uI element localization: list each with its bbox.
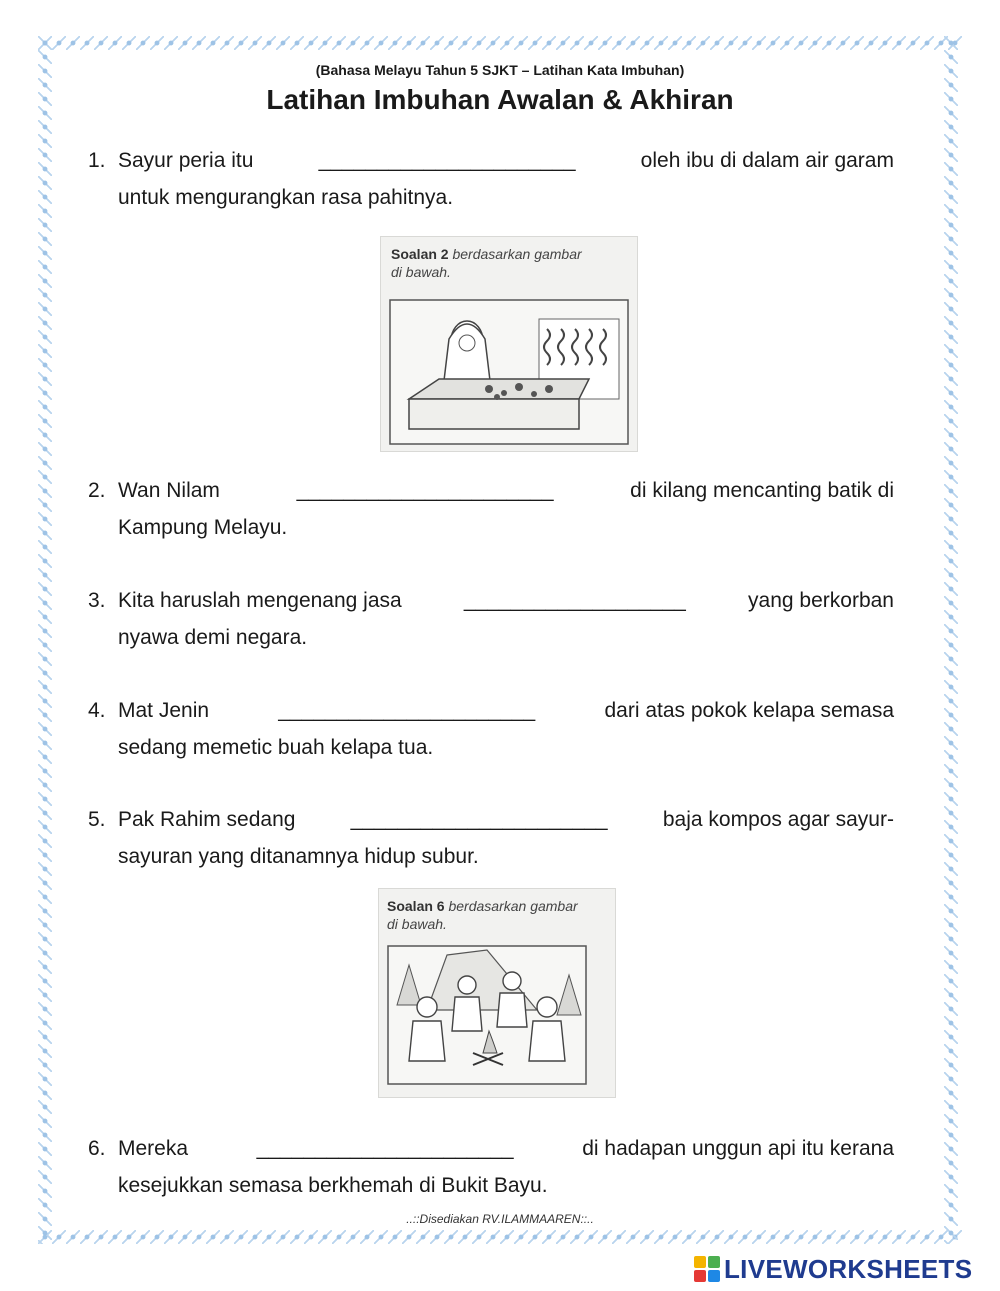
answer-blank[interactable]: ______________________ [278,699,536,722]
logo-square-2 [708,1256,720,1268]
answer-blank[interactable]: ___________________ [463,589,686,612]
question-text-after: yang berkorban [748,589,894,612]
question-text-before: Pak Rahim sedang [118,808,296,831]
image-caption [391,245,582,281]
question-number: 5. [88,808,106,831]
question-5 [88,801,894,875]
caption-bold: Soalan 6 [387,898,445,914]
question-text-after: di kilang mencanting batik di [630,479,894,502]
caption-line2: di bawah. [387,916,447,932]
question-text-line2: sayuran yang ditanamnya hidup subur. [118,845,479,868]
caption-rest: berdasarkan gambar [452,246,582,262]
question-number: 4. [88,699,106,722]
question-number: 6. [88,1137,106,1160]
question-6 [88,1130,894,1204]
question-text-after: baja kompos agar sayur- [662,808,894,831]
question-text-before: Wan Nilam [118,479,220,502]
question-2 [88,472,894,546]
brand-name: LIVEWORKSHEETS [724,1253,973,1284]
liveworksheets-icon [694,1256,720,1282]
border-left [38,36,52,1244]
question-text-line2: sedang memetic buah kelapa tua. [118,736,434,759]
question-text-line2: kesejukkan semasa berkhemah di Bukit Bayu. [118,1174,548,1197]
batik-scene [389,299,629,445]
liveworksheets-logo[interactable] [694,1254,972,1284]
logo-square-3 [694,1270,706,1282]
border-bottom [38,1230,962,1244]
question-number: 2. [88,479,106,502]
question-4 [88,692,894,766]
question-number: 1. [88,149,106,172]
question-text-after: oleh ibu di dalam air garam [640,149,894,172]
caption-rest: berdasarkan gambar [448,898,578,914]
campfire-illustration [378,888,616,1098]
question-3 [88,582,894,656]
answer-blank[interactable]: ______________________ [350,808,608,831]
caption-bold: Soalan 2 [391,246,449,262]
answer-blank[interactable]: ______________________ [296,479,554,502]
image-caption [387,897,578,933]
question-text-line2: untuk mengurangkan rasa pahitnya. [118,186,454,209]
campfire-scene [387,945,587,1085]
worksheet-title: Latihan Imbuhan Awalan & Akhiran [266,84,734,115]
caption-line2: di bawah. [391,264,451,280]
question-text-before: Mat Jenin [118,699,210,722]
question-text-after: dari atas pokok kelapa semasa [604,699,894,722]
question-text-before: Sayur peria itu [118,149,254,172]
logo-square-1 [694,1256,706,1268]
question-text-line2: Kampung Melayu. [118,516,288,539]
worksheet-subtitle: (Bahasa Melayu Tahun 5 SJKT – Latihan Kata Imbuhan) [315,62,685,78]
question-text-line2: nyawa demi negara. [118,626,308,649]
footer-credit: ..::Disediakan RV.ILAMMAAREN::.. [406,1212,594,1226]
question-number: 3. [88,589,106,612]
answer-blank[interactable]: ______________________ [256,1137,514,1160]
question-text-after: di hadapan unggun api itu kerana [582,1137,894,1160]
logo-square-4 [708,1270,720,1282]
answer-blank[interactable]: ______________________ [318,149,576,172]
border-right [944,36,958,1244]
border-top [38,36,962,50]
question-text-before: Kita haruslah mengenang jasa [118,589,402,612]
batik-illustration [380,236,638,452]
question-text-before: Mereka [118,1137,189,1160]
question-1 [88,142,894,216]
